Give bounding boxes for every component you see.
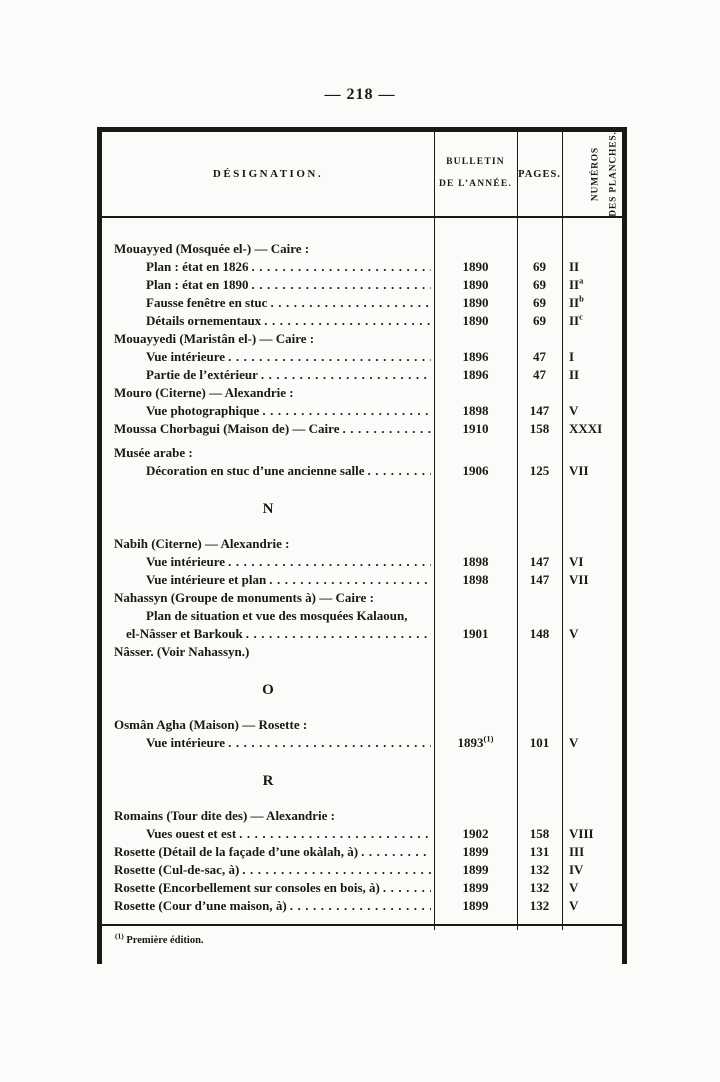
table-frame — [97, 127, 627, 964]
year-cell — [434, 420, 517, 438]
year-value: 1899 — [462, 844, 489, 859]
table-row — [102, 571, 622, 589]
section-letter: N — [262, 501, 274, 517]
table-row — [102, 420, 622, 438]
designation-cell — [102, 535, 434, 553]
plate-cell — [562, 294, 622, 312]
entry-text: Vues ouest et est — [146, 826, 237, 841]
table-row — [102, 734, 622, 752]
plate-value: I — [569, 349, 575, 364]
page-cell — [517, 348, 562, 366]
designation-cell — [102, 276, 434, 294]
page-cell — [517, 366, 562, 384]
dot-leader — [267, 294, 431, 312]
plate-cell — [562, 462, 622, 480]
dot-leader — [239, 861, 431, 879]
year-sup: (1) — [483, 733, 494, 744]
page-value: 147 — [529, 554, 550, 569]
designation-cell — [102, 643, 434, 661]
dot-leader — [258, 366, 431, 384]
year-cell — [434, 897, 517, 915]
table-row — [102, 861, 622, 879]
plate-cell — [562, 240, 622, 258]
page-cell — [517, 420, 562, 438]
dot-leader — [243, 625, 431, 643]
column-divider — [434, 132, 435, 930]
year-cell — [434, 258, 517, 276]
page-value: 125 — [529, 463, 550, 478]
page-value: 47 — [533, 349, 546, 364]
year-cell — [434, 643, 517, 661]
table-row — [102, 625, 622, 643]
dot-leader — [261, 312, 431, 330]
page-value: 47 — [533, 367, 546, 382]
entry-text: Nahassyn (Groupe de monuments à) — Caire : — [114, 590, 374, 605]
entry-text: Rosette (Détail de la façade d’une okàlah, à) — [114, 844, 359, 859]
year-value: 1890 — [462, 277, 489, 292]
plate-cell — [562, 879, 622, 897]
table-row — [102, 879, 622, 897]
entry-text: Partie de l’extérieur — [146, 367, 258, 382]
year-cell — [434, 276, 517, 294]
designation-cell — [102, 571, 434, 589]
dot-leader — [380, 879, 431, 897]
dot-leader — [266, 571, 431, 589]
header-numeros-line1: NUMÉROS — [590, 146, 601, 202]
page-cell — [517, 825, 562, 843]
plate-cell — [562, 535, 622, 553]
page-cell — [517, 607, 562, 625]
year-value: 1899 — [462, 898, 489, 913]
designation-cell — [102, 402, 434, 420]
page-cell — [517, 330, 562, 348]
table-row — [102, 240, 622, 258]
plate-value: II — [569, 295, 580, 310]
designation-cell — [102, 294, 434, 312]
page-cell — [517, 734, 562, 752]
year-cell — [434, 825, 517, 843]
table-row — [102, 716, 622, 734]
header-designation: DÉSIGNATION. — [212, 168, 324, 180]
year-cell — [434, 462, 517, 480]
plate-cell — [562, 330, 622, 348]
plate-value: IV — [569, 862, 584, 877]
year-value: 1898 — [462, 572, 489, 587]
year-value: 1890 — [462, 295, 489, 310]
plate-cell — [562, 420, 622, 438]
plate-sup: c — [579, 311, 583, 322]
plate-cell — [562, 384, 622, 402]
header-bulletin-line2: DE L’ANNÉE. — [438, 179, 513, 189]
year-cell — [434, 553, 517, 571]
table-row — [102, 589, 622, 607]
designation-cell — [102, 607, 434, 625]
year-value: 1910 — [462, 421, 489, 436]
page-value: 148 — [529, 626, 550, 641]
table-row — [102, 643, 622, 661]
year-value: 1901 — [462, 626, 489, 641]
table-row — [102, 897, 622, 915]
plate-value: VI — [569, 554, 584, 569]
table-row — [102, 535, 622, 553]
year-cell — [434, 535, 517, 553]
table-row — [102, 366, 622, 384]
header-bulletin — [434, 132, 517, 216]
footnote — [102, 926, 622, 946]
designation-cell — [102, 734, 434, 752]
designation-cell — [102, 366, 434, 384]
table-row — [102, 462, 622, 480]
dot-leader — [287, 897, 431, 915]
page-cell — [517, 571, 562, 589]
year-cell — [434, 312, 517, 330]
year-value: 1902 — [462, 826, 489, 841]
page-value: 132 — [529, 862, 550, 877]
page-cell — [517, 589, 562, 607]
page-value: 69 — [533, 295, 546, 310]
page-value: 101 — [529, 735, 550, 750]
plate-cell — [562, 571, 622, 589]
footnote-text: Première édition. — [126, 935, 204, 946]
plate-cell — [562, 716, 622, 734]
designation-cell — [102, 897, 434, 915]
entry-text: Rosette (Encorbellement sur consoles en bois, à) — [114, 880, 380, 895]
dot-leader — [339, 420, 431, 438]
year-cell — [434, 879, 517, 897]
designation-cell — [102, 825, 434, 843]
entry-text: Moussa Chorbagui (Maison de) — Caire — [114, 421, 340, 436]
page-value: 158 — [529, 826, 550, 841]
entry-text: Mouro (Citerne) — Alexandrie : — [114, 385, 294, 400]
entry-text: Mouayyedi (Maristân el-) — Caire : — [114, 331, 315, 346]
plate-cell — [562, 643, 622, 661]
dot-leader — [249, 258, 431, 276]
year-cell — [434, 734, 517, 752]
plate-value: V — [569, 898, 579, 913]
header-bulletin-line1: BULLETIN — [446, 157, 505, 168]
entry-text: Détails ornementaux — [146, 313, 262, 328]
page-cell — [517, 384, 562, 402]
year-cell — [434, 240, 517, 258]
plate-value: V — [569, 880, 579, 895]
designation-cell — [102, 240, 434, 258]
plate-cell — [562, 607, 622, 625]
entry-text: Plan : état en 1890 — [146, 277, 249, 292]
page-cell — [517, 535, 562, 553]
table-row — [102, 384, 622, 402]
plate-value: II — [569, 259, 580, 274]
year-cell — [434, 294, 517, 312]
dot-leader — [259, 402, 431, 420]
plate-cell — [562, 807, 622, 825]
table-row — [102, 402, 622, 420]
entry-text: Rosette (Cour d’une maison, à) — [114, 898, 287, 913]
designation-cell — [102, 312, 434, 330]
designation-cell — [102, 589, 434, 607]
year-cell — [434, 607, 517, 625]
dot-leader — [225, 734, 431, 752]
designation-cell — [102, 258, 434, 276]
table-row — [102, 807, 622, 825]
plate-cell — [562, 276, 622, 294]
dot-leader — [236, 825, 431, 843]
plate-value: VIII — [569, 826, 594, 841]
table-row — [102, 330, 622, 348]
year-value: 1896 — [462, 367, 489, 382]
year-cell — [434, 330, 517, 348]
section-letter: R — [262, 773, 274, 789]
plate-value: II — [569, 367, 580, 382]
plate-value: II — [569, 313, 580, 328]
page-cell — [517, 716, 562, 734]
table-row — [102, 607, 622, 625]
year-value: 1893 — [457, 735, 484, 750]
page-cell — [517, 444, 562, 462]
page-cell — [517, 879, 562, 897]
designation-cell — [102, 553, 434, 571]
entry-text: Mouayyed (Mosquée el-) — Caire : — [114, 241, 310, 256]
page-cell — [517, 312, 562, 330]
designation-cell — [102, 716, 434, 734]
section-letter: O — [262, 682, 274, 698]
entry-text: Vue intérieure — [146, 735, 226, 750]
plate-cell — [562, 402, 622, 420]
year-value: 1898 — [462, 403, 489, 418]
year-value: 1896 — [462, 349, 489, 364]
plate-cell — [562, 444, 622, 462]
table-row — [102, 444, 622, 462]
plate-sup: a — [579, 275, 584, 286]
header-pages: PAGES. — [518, 168, 561, 180]
year-cell — [434, 589, 517, 607]
table-row — [102, 553, 622, 571]
plate-value: V — [569, 403, 579, 418]
plate-cell — [562, 897, 622, 915]
dot-leader — [225, 348, 431, 366]
page-cell — [517, 294, 562, 312]
plate-value: VII — [569, 572, 589, 587]
entry-text: Plan : état en 1826 — [146, 259, 249, 274]
page-value: 131 — [529, 844, 550, 859]
entry-text: Nabih (Citerne) — Alexandrie : — [114, 536, 290, 551]
plate-cell — [562, 258, 622, 276]
page-cell — [517, 897, 562, 915]
designation-cell — [102, 625, 434, 643]
year-value: 1899 — [462, 862, 489, 877]
table-header — [102, 132, 622, 218]
page-value: 147 — [529, 572, 550, 587]
table-row — [102, 294, 622, 312]
plate-cell — [562, 734, 622, 752]
dot-leader — [225, 553, 431, 571]
designation-cell — [102, 861, 434, 879]
year-value: 1890 — [462, 313, 489, 328]
year-cell — [434, 716, 517, 734]
year-cell — [434, 366, 517, 384]
designation-cell — [102, 879, 434, 897]
plate-cell — [562, 843, 622, 861]
year-value: 1899 — [462, 880, 489, 895]
table-row — [102, 258, 622, 276]
plate-cell — [562, 553, 622, 571]
page-cell — [517, 462, 562, 480]
header-numeros — [562, 132, 647, 216]
plate-value: V — [569, 626, 579, 641]
plate-sup: b — [579, 293, 584, 304]
page-value: 132 — [529, 898, 550, 913]
page-cell — [517, 553, 562, 571]
plate-cell — [562, 589, 622, 607]
plate-cell — [562, 625, 622, 643]
plate-cell — [562, 825, 622, 843]
entry-text: Osmân Agha (Maison) — Rosette : — [114, 717, 308, 732]
year-cell — [434, 384, 517, 402]
plate-cell — [562, 312, 622, 330]
page-cell — [517, 402, 562, 420]
plate-value: VII — [569, 463, 589, 478]
table-row — [102, 312, 622, 330]
entry-text: Fausse fenêtre en stuc — [146, 295, 268, 310]
page-value: 69 — [533, 313, 546, 328]
plate-value: III — [569, 844, 585, 859]
page-cell — [517, 240, 562, 258]
year-value: 1890 — [462, 259, 489, 274]
year-cell — [434, 402, 517, 420]
designation-cell — [102, 330, 434, 348]
entry-text: Romains (Tour dite des) — Alexandrie : — [114, 808, 336, 823]
year-cell — [434, 807, 517, 825]
table-row — [102, 843, 622, 861]
year-cell — [434, 348, 517, 366]
plate-value: II — [569, 277, 580, 292]
dot-leader — [358, 843, 431, 861]
year-value: 1906 — [462, 463, 489, 478]
page-cell — [517, 843, 562, 861]
page-number: — 218 — — [324, 86, 396, 103]
page-value: 69 — [533, 277, 546, 292]
designation-cell — [102, 384, 434, 402]
entry-text: Vue intérieure — [146, 554, 226, 569]
plate-cell — [562, 348, 622, 366]
page-value: 132 — [529, 880, 550, 895]
page-cell — [517, 625, 562, 643]
entry-text: Décoration en stuc d’une ancienne salle — [146, 463, 365, 478]
plate-value: XXXI — [569, 421, 603, 436]
designation-cell — [102, 843, 434, 861]
entry-text: Musée arabe : — [114, 445, 193, 460]
designation-cell — [102, 420, 434, 438]
entry-text: Plan de situation et vue des mosquées Kalaoun, — [146, 608, 408, 623]
year-cell — [434, 571, 517, 589]
entry-text: Vue intérieure — [146, 349, 226, 364]
page-value: 158 — [529, 421, 550, 436]
entry-text: Vue intérieure et plan — [146, 572, 267, 587]
header-numeros-line2: DES PLANCHES. — [608, 131, 619, 217]
year-value: 1898 — [462, 554, 489, 569]
table-row — [102, 276, 622, 294]
column-divider — [562, 132, 563, 930]
page-value: 147 — [529, 403, 550, 418]
footnote-marker: (1) — [115, 931, 124, 941]
plate-cell — [562, 861, 622, 879]
column-divider — [517, 132, 518, 930]
entry-text: Nâsser. (Voir Nahassyn.) — [114, 644, 250, 659]
plate-value: V — [569, 735, 579, 750]
designation-cell — [102, 444, 434, 462]
year-cell — [434, 861, 517, 879]
entry-text: Rosette (Cul-de-sac, à) — [114, 862, 240, 877]
table-body — [102, 218, 622, 926]
header-numeros-rotated — [587, 131, 623, 216]
year-cell — [434, 444, 517, 462]
page-value: 69 — [533, 259, 546, 274]
year-cell — [434, 843, 517, 861]
table-row — [102, 348, 622, 366]
entry-text: el-Nâsser et Barkouk — [126, 626, 243, 641]
page-cell — [517, 807, 562, 825]
entry-text: Vue photographique — [146, 403, 260, 418]
designation-cell — [102, 462, 434, 480]
designation-cell — [102, 807, 434, 825]
dot-leader — [249, 276, 431, 294]
page-cell — [517, 643, 562, 661]
year-cell — [434, 625, 517, 643]
page-cell — [517, 258, 562, 276]
dot-leader — [364, 462, 431, 480]
page-cell — [517, 861, 562, 879]
designation-cell — [102, 348, 434, 366]
table-row — [102, 825, 622, 843]
plate-cell — [562, 366, 622, 384]
page-cell — [517, 276, 562, 294]
